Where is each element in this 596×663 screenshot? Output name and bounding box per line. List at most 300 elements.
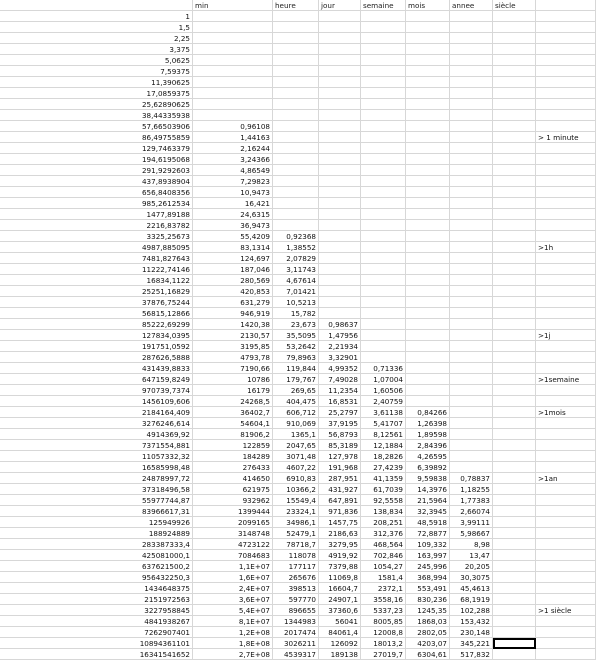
cell-siecle[interactable] [493, 330, 536, 341]
cell-heure[interactable] [273, 220, 319, 231]
cell-annee[interactable]: 8,98 [450, 539, 493, 550]
cell-jour[interactable] [319, 286, 361, 297]
cell-jour[interactable] [319, 77, 361, 88]
cell-value[interactable]: 56815,12866 [0, 308, 193, 319]
cell-annee[interactable] [450, 22, 493, 33]
header-cell-blank[interactable] [0, 0, 193, 11]
cell-heure[interactable]: 2,07829 [273, 253, 319, 264]
cell-semaine[interactable]: 208,251 [361, 517, 406, 528]
cell-mois[interactable]: 2,84396 [406, 440, 450, 451]
cell-siecle[interactable] [493, 605, 536, 616]
cell-heure[interactable]: 177117 [273, 561, 319, 572]
cell-heure[interactable]: 23324,1 [273, 506, 319, 517]
cell-heure[interactable]: 15,782 [273, 308, 319, 319]
cell-heure[interactable]: 2017474 [273, 627, 319, 638]
cell-note[interactable] [536, 506, 596, 517]
cell-jour[interactable]: 126092 [319, 638, 361, 649]
cell-annee[interactable] [450, 286, 493, 297]
cell-note[interactable] [536, 143, 596, 154]
cell-semaine[interactable]: 27019,7 [361, 649, 406, 660]
cell-siecle[interactable] [493, 484, 536, 495]
cell-mois[interactable]: 109,332 [406, 539, 450, 550]
cell-value[interactable]: 2216,83782 [0, 220, 193, 231]
cell-value[interactable]: 1456109,606 [0, 396, 193, 407]
cell-min[interactable]: 83,1314 [193, 242, 273, 253]
cell-heure[interactable]: 404,475 [273, 396, 319, 407]
cell-heure[interactable]: 52479,1 [273, 528, 319, 539]
cell-semaine[interactable] [361, 55, 406, 66]
cell-annee[interactable]: 0,78837 [450, 473, 493, 484]
cell-min[interactable]: 1420,38 [193, 319, 273, 330]
cell-jour[interactable]: 287,951 [319, 473, 361, 484]
cell-siecle[interactable] [493, 539, 536, 550]
cell-mois[interactable] [406, 231, 450, 242]
cell-heure[interactable]: 606,712 [273, 407, 319, 418]
cell-siecle[interactable] [493, 33, 536, 44]
cell-semaine[interactable]: 702,846 [361, 550, 406, 561]
cell-value[interactable]: 7,59375 [0, 66, 193, 77]
cell-min[interactable] [193, 66, 273, 77]
cell-note[interactable]: > 1 minute [536, 132, 596, 143]
cell-value[interactable]: 16585998,48 [0, 462, 193, 473]
cell-note[interactable] [536, 253, 596, 264]
cell-min[interactable]: 1,6E+07 [193, 572, 273, 583]
cell-siecle[interactable] [493, 286, 536, 297]
cell-note[interactable]: >1j [536, 330, 596, 341]
cell-mois[interactable]: 32,3945 [406, 506, 450, 517]
cell-siecle[interactable] [493, 220, 536, 231]
cell-jour[interactable] [319, 242, 361, 253]
cell-jour[interactable] [319, 220, 361, 231]
cell-heure[interactable] [273, 33, 319, 44]
cell-jour[interactable]: 16604,7 [319, 583, 361, 594]
cell-annee[interactable] [450, 253, 493, 264]
cell-heure[interactable] [273, 165, 319, 176]
cell-min[interactable] [193, 11, 273, 22]
cell-heure[interactable] [273, 154, 319, 165]
cell-jour[interactable]: 7,49028 [319, 374, 361, 385]
cell-note[interactable] [536, 165, 596, 176]
cell-semaine[interactable] [361, 187, 406, 198]
cell-jour[interactable]: 85,3189 [319, 440, 361, 451]
cell-mois[interactable]: 72,8877 [406, 528, 450, 539]
cell-mois[interactable]: 14,3976 [406, 484, 450, 495]
cell-note[interactable] [536, 308, 596, 319]
cell-siecle[interactable] [493, 319, 536, 330]
cell-mois[interactable] [406, 253, 450, 264]
cell-value[interactable]: 7371554,881 [0, 440, 193, 451]
cell-annee[interactable] [450, 110, 493, 121]
cell-jour[interactable] [319, 209, 361, 220]
cell-heure[interactable] [273, 55, 319, 66]
cell-semaine[interactable] [361, 275, 406, 286]
cell-heure[interactable] [273, 11, 319, 22]
cell-mois[interactable]: 48,5918 [406, 517, 450, 528]
cell-siecle[interactable] [493, 264, 536, 275]
cell-min[interactable]: 4,86549 [193, 165, 273, 176]
cell-heure[interactable]: 6910,83 [273, 473, 319, 484]
cell-heure[interactable]: 78718,7 [273, 539, 319, 550]
cell-semaine[interactable] [361, 99, 406, 110]
cell-note[interactable] [536, 451, 596, 462]
cell-min[interactable] [193, 33, 273, 44]
cell-value[interactable]: 86,49755859 [0, 132, 193, 143]
cell-mois[interactable]: 1,26398 [406, 418, 450, 429]
cell-min[interactable]: 3,6E+07 [193, 594, 273, 605]
cell-min[interactable]: 54604,1 [193, 418, 273, 429]
cell-value[interactable]: 3276246,614 [0, 418, 193, 429]
cell-jour[interactable] [319, 88, 361, 99]
cell-value[interactable]: 437,8938904 [0, 176, 193, 187]
cell-value[interactable]: 194,6195068 [0, 154, 193, 165]
cell-jour[interactable] [319, 99, 361, 110]
cell-jour[interactable] [319, 11, 361, 22]
cell-mois[interactable]: 0,84266 [406, 407, 450, 418]
cell-min[interactable]: 2099165 [193, 517, 273, 528]
cell-min[interactable]: 10,9473 [193, 187, 273, 198]
cell-note[interactable] [536, 528, 596, 539]
cell-note[interactable] [536, 385, 596, 396]
cell-semaine[interactable]: 5337,23 [361, 605, 406, 616]
cell-siecle[interactable] [493, 407, 536, 418]
cell-value[interactable]: 656,8408356 [0, 187, 193, 198]
cell-annee[interactable]: 45,4613 [450, 583, 493, 594]
cell-siecle[interactable] [493, 297, 536, 308]
cell-min[interactable]: 81906,2 [193, 429, 273, 440]
cell-note[interactable] [536, 341, 596, 352]
cell-jour[interactable] [319, 198, 361, 209]
cell-value[interactable]: 38,44335938 [0, 110, 193, 121]
cell-semaine[interactable]: 3,61138 [361, 407, 406, 418]
cell-min[interactable]: 3195,85 [193, 341, 273, 352]
cell-min[interactable]: 631,279 [193, 297, 273, 308]
cell-jour[interactable]: 191,968 [319, 462, 361, 473]
cell-siecle[interactable] [493, 473, 536, 484]
cell-heure[interactable]: 23,673 [273, 319, 319, 330]
cell-annee[interactable] [450, 385, 493, 396]
cell-jour[interactable]: 3,32901 [319, 352, 361, 363]
cell-jour[interactable] [319, 165, 361, 176]
cell-siecle[interactable] [493, 440, 536, 451]
cell-value[interactable]: 970739,7374 [0, 385, 193, 396]
cell-heure[interactable]: 1365,1 [273, 429, 319, 440]
cell-annee[interactable] [450, 88, 493, 99]
cell-note[interactable] [536, 220, 596, 231]
cell-siecle[interactable] [493, 242, 536, 253]
cell-min[interactable]: 8,1E+07 [193, 616, 273, 627]
cell-siecle[interactable] [493, 275, 536, 286]
cell-mois[interactable] [406, 341, 450, 352]
cell-semaine[interactable]: 8,12561 [361, 429, 406, 440]
cell-semaine[interactable] [361, 66, 406, 77]
cell-heure[interactable] [273, 176, 319, 187]
cell-note[interactable] [536, 594, 596, 605]
cell-annee[interactable]: 3,99111 [450, 517, 493, 528]
cell-siecle[interactable] [493, 253, 536, 264]
cell-jour[interactable]: 56,8793 [319, 429, 361, 440]
cell-semaine[interactable]: 1054,27 [361, 561, 406, 572]
cell-note[interactable] [536, 209, 596, 220]
cell-annee[interactable] [450, 231, 493, 242]
cell-annee[interactable] [450, 297, 493, 308]
cell-siecle[interactable] [493, 594, 536, 605]
cell-mois[interactable] [406, 77, 450, 88]
cell-heure[interactable] [273, 187, 319, 198]
cell-annee[interactable]: 153,432 [450, 616, 493, 627]
cell-heure[interactable] [273, 110, 319, 121]
cell-mois[interactable] [406, 121, 450, 132]
cell-jour[interactable]: 24907,1 [319, 594, 361, 605]
cell-note[interactable] [536, 495, 596, 506]
cell-annee[interactable] [450, 66, 493, 77]
cell-heure[interactable]: 4,67614 [273, 275, 319, 286]
cell-heure[interactable]: 269,65 [273, 385, 319, 396]
cell-heure[interactable] [273, 143, 319, 154]
cell-semaine[interactable] [361, 121, 406, 132]
cell-heure[interactable] [273, 132, 319, 143]
cell-value[interactable]: 7481,827643 [0, 253, 193, 264]
cell-heure[interactable]: 7,01421 [273, 286, 319, 297]
cell-mois[interactable] [406, 110, 450, 121]
cell-value[interactable]: 1434648375 [0, 583, 193, 594]
cell-note[interactable] [536, 88, 596, 99]
cell-siecle[interactable] [493, 649, 536, 660]
cell-jour[interactable]: 1,47956 [319, 330, 361, 341]
cell-semaine[interactable]: 12,1884 [361, 440, 406, 451]
cell-value[interactable]: 5,0625 [0, 55, 193, 66]
cell-annee[interactable] [450, 418, 493, 429]
cell-min[interactable]: 4793,78 [193, 352, 273, 363]
cell-value[interactable]: 10894361101 [0, 638, 193, 649]
cell-note[interactable] [536, 33, 596, 44]
cell-note[interactable] [536, 627, 596, 638]
cell-annee[interactable] [450, 275, 493, 286]
cell-siecle[interactable] [493, 451, 536, 462]
cell-annee[interactable] [450, 429, 493, 440]
cell-min[interactable]: 36402,7 [193, 407, 273, 418]
cell-annee[interactable]: 230,148 [450, 627, 493, 638]
cell-value[interactable]: 16341541652 [0, 649, 193, 660]
cell-jour[interactable]: 431,927 [319, 484, 361, 495]
cell-jour[interactable] [319, 66, 361, 77]
cell-jour[interactable]: 37360,6 [319, 605, 361, 616]
cell-mois[interactable] [406, 385, 450, 396]
cell-semaine[interactable] [361, 44, 406, 55]
cell-note[interactable] [536, 264, 596, 275]
cell-semaine[interactable] [361, 154, 406, 165]
cell-mois[interactable] [406, 374, 450, 385]
cell-semaine[interactable]: 12008,8 [361, 627, 406, 638]
cell-annee[interactable] [450, 143, 493, 154]
cell-semaine[interactable] [361, 165, 406, 176]
cell-value[interactable]: 2151972563 [0, 594, 193, 605]
cell-annee[interactable]: 1,77383 [450, 495, 493, 506]
cell-note[interactable] [536, 22, 596, 33]
cell-siecle[interactable] [493, 99, 536, 110]
cell-annee[interactable]: 102,288 [450, 605, 493, 616]
cell-value[interactable]: 191751,0592 [0, 341, 193, 352]
cell-min[interactable]: 1,44163 [193, 132, 273, 143]
cell-siecle[interactable] [493, 550, 536, 561]
cell-mois[interactable] [406, 308, 450, 319]
cell-jour[interactable]: 3279,95 [319, 539, 361, 550]
cell-jour[interactable]: 7379,88 [319, 561, 361, 572]
cell-note[interactable] [536, 638, 596, 649]
cell-value[interactable]: 57,66503906 [0, 121, 193, 132]
cell-siecle[interactable] [493, 341, 536, 352]
cell-annee[interactable] [450, 198, 493, 209]
cell-mois[interactable] [406, 220, 450, 231]
cell-note[interactable] [536, 616, 596, 627]
cell-note[interactable] [536, 297, 596, 308]
cell-annee[interactable] [450, 341, 493, 352]
cell-annee[interactable] [450, 176, 493, 187]
cell-mois[interactable] [406, 209, 450, 220]
cell-semaine[interactable]: 2372,1 [361, 583, 406, 594]
cell-min[interactable] [193, 77, 273, 88]
cell-siecle[interactable] [493, 495, 536, 506]
cell-min[interactable]: 2130,57 [193, 330, 273, 341]
cell-value[interactable]: 17,0859375 [0, 88, 193, 99]
cell-annee[interactable] [450, 33, 493, 44]
cell-siecle[interactable] [493, 352, 536, 363]
cell-semaine[interactable] [361, 319, 406, 330]
cell-heure[interactable] [273, 77, 319, 88]
cell-siecle[interactable] [493, 418, 536, 429]
cell-min[interactable]: 24,6315 [193, 209, 273, 220]
cell-jour[interactable]: 1457,75 [319, 517, 361, 528]
cell-semaine[interactable]: 5,41707 [361, 418, 406, 429]
cell-mois[interactable]: 163,997 [406, 550, 450, 561]
cell-heure[interactable]: 10,5213 [273, 297, 319, 308]
cell-mois[interactable]: 830,236 [406, 594, 450, 605]
cell-annee[interactable] [450, 187, 493, 198]
cell-min[interactable] [193, 22, 273, 33]
cell-mois[interactable]: 6304,61 [406, 649, 450, 660]
cell-heure[interactable]: 15549,4 [273, 495, 319, 506]
header-cell-siecle[interactable]: siècle [493, 0, 536, 11]
cell-value[interactable]: 3227958845 [0, 605, 193, 616]
cell-min[interactable]: 280,569 [193, 275, 273, 286]
cell-value[interactable]: 7262907401 [0, 627, 193, 638]
cell-value[interactable]: 83966617,31 [0, 506, 193, 517]
cell-semaine[interactable] [361, 242, 406, 253]
cell-mois[interactable] [406, 242, 450, 253]
cell-siecle[interactable] [493, 209, 536, 220]
cell-min[interactable]: 187,046 [193, 264, 273, 275]
cell-value[interactable]: 431439,8833 [0, 363, 193, 374]
cell-value[interactable]: 4841938267 [0, 616, 193, 627]
cell-mois[interactable] [406, 22, 450, 33]
cell-note[interactable] [536, 517, 596, 528]
cell-value[interactable]: 37876,75244 [0, 297, 193, 308]
cell-semaine[interactable] [361, 308, 406, 319]
cell-mois[interactable]: 4203,07 [406, 638, 450, 649]
cell-value[interactable]: 1477,89188 [0, 209, 193, 220]
cell-note[interactable] [536, 352, 596, 363]
cell-heure[interactable]: 119,844 [273, 363, 319, 374]
cell-mois[interactable] [406, 33, 450, 44]
cell-note[interactable] [536, 55, 596, 66]
cell-min[interactable]: 184289 [193, 451, 273, 462]
cell-note[interactable]: >1an [536, 473, 596, 484]
cell-siecle[interactable] [493, 132, 536, 143]
cell-mois[interactable] [406, 99, 450, 110]
cell-min[interactable]: 5,4E+07 [193, 605, 273, 616]
cell-min[interactable]: 0,96108 [193, 121, 273, 132]
cell-jour[interactable]: 4,99352 [319, 363, 361, 374]
cell-jour[interactable]: 189138 [319, 649, 361, 660]
header-cell-semaine[interactable]: semaine [361, 0, 406, 11]
cell-annee[interactable] [450, 264, 493, 275]
cell-value[interactable]: 647159,8249 [0, 374, 193, 385]
cell-annee[interactable] [450, 440, 493, 451]
cell-mois[interactable] [406, 165, 450, 176]
cell-jour[interactable] [319, 132, 361, 143]
cell-min[interactable]: 420,853 [193, 286, 273, 297]
cell-semaine[interactable]: 8005,85 [361, 616, 406, 627]
cell-value[interactable]: 1 [0, 11, 193, 22]
cell-mois[interactable] [406, 132, 450, 143]
cell-heure[interactable]: 4539317 [273, 649, 319, 660]
cell-semaine[interactable] [361, 253, 406, 264]
cell-mois[interactable] [406, 143, 450, 154]
cell-heure[interactable]: 3,11743 [273, 264, 319, 275]
cell-siecle[interactable] [493, 88, 536, 99]
cell-mois[interactable] [406, 187, 450, 198]
cell-semaine[interactable] [361, 143, 406, 154]
cell-siecle[interactable] [493, 308, 536, 319]
cell-jour[interactable] [319, 264, 361, 275]
cell-heure[interactable]: 2047,65 [273, 440, 319, 451]
cell-siecle[interactable] [493, 154, 536, 165]
cell-heure[interactable]: 1344983 [273, 616, 319, 627]
cell-mois[interactable]: 1245,35 [406, 605, 450, 616]
cell-heure[interactable]: 34986,1 [273, 517, 319, 528]
cell-siecle[interactable] [493, 121, 536, 132]
cell-min[interactable]: 1399444 [193, 506, 273, 517]
cell-mois[interactable] [406, 286, 450, 297]
cell-siecle[interactable] [493, 176, 536, 187]
cell-annee[interactable] [450, 11, 493, 22]
cell-note[interactable] [536, 275, 596, 286]
cell-value[interactable]: 637621500,2 [0, 561, 193, 572]
cell-heure[interactable]: 179,767 [273, 374, 319, 385]
cell-value[interactable]: 287626,5888 [0, 352, 193, 363]
cell-annee[interactable] [450, 308, 493, 319]
cell-jour[interactable]: 647,891 [319, 495, 361, 506]
cell-min[interactable]: 621975 [193, 484, 273, 495]
cell-siecle[interactable] [493, 165, 536, 176]
cell-value[interactable]: 11222,74146 [0, 264, 193, 275]
cell-min[interactable]: 124,697 [193, 253, 273, 264]
cell-semaine[interactable]: 468,564 [361, 539, 406, 550]
cell-annee[interactable] [450, 55, 493, 66]
cell-siecle[interactable] [493, 517, 536, 528]
cell-mois[interactable] [406, 44, 450, 55]
cell-siecle[interactable] [493, 110, 536, 121]
cell-mois[interactable]: 6,39892 [406, 462, 450, 473]
cell-heure[interactable] [273, 44, 319, 55]
cell-min[interactable]: 24268,5 [193, 396, 273, 407]
cell-annee[interactable] [450, 44, 493, 55]
cell-mois[interactable]: 9,59838 [406, 473, 450, 484]
cell-mois[interactable] [406, 363, 450, 374]
cell-value[interactable]: 125949926 [0, 517, 193, 528]
cell-note[interactable] [536, 77, 596, 88]
cell-note[interactable] [536, 66, 596, 77]
cell-annee[interactable] [450, 99, 493, 110]
